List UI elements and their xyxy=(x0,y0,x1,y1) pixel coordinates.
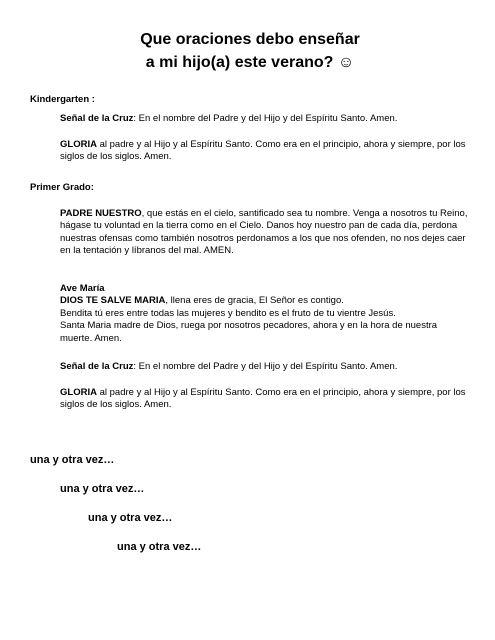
prayer-senal-de-la-cruz-primer: Señal de la Cruz: En el nombre del Padre y del Hijo y del Espíritu Santo. Amen. xyxy=(60,361,398,372)
heading-kindergarten: Kindergarten : xyxy=(30,94,95,105)
repeat-line-2: una y otra vez… xyxy=(60,483,145,495)
prayer-gloria-primer: GLORIA al padre y al Hijo y al Espíritu Santo. Como era en el principio, ahora y siempre, por los siglos de los siglos. Amen. xyxy=(60,387,466,411)
repeat-line-3: una y otra vez… xyxy=(88,512,173,524)
prayer-gloria-kinder: GLORIA al padre y al Hijo y al Espíritu Santo. Como era en el principio, ahora y siempre, por los siglos de los siglos. Amen. xyxy=(60,139,466,163)
ave-maria-line-3: Santa Maria madre de Dios, ruega por nosotros pecadores, ahora y en la hora de nuestra muerte. Amen. xyxy=(60,320,438,344)
repeat-line-1: una y otra vez… xyxy=(30,454,115,466)
document-title-line-1: Que oraciones debo enseñar xyxy=(140,31,360,48)
smiley-icon: ☺ xyxy=(337,54,355,71)
prayer-padre-nuestro: PADRE NUESTRO, que estás en el cielo, santificado sea tu nombre. Venga a nosotros tu Reino, hágase tu voluntad en la tierra como en el Cielo. Danos hoy nuestro pan de cada día, perdona nuestras ofensas como también nosotros perdonamos a los que nos ofenden, no nos dejes caer en la tentación y líbranos del mal. AMEN. xyxy=(60,208,468,257)
prayer-ave-maria xyxy=(60,283,470,345)
heading-primer-grado: Primer Grado: xyxy=(30,182,94,193)
repeat-line-4: una y otra vez… xyxy=(117,541,202,553)
prayer-senal-de-la-cruz-kinder: Señal de la Cruz: En el nombre del Padre y del Hijo y del Espíritu Santo. Amen. xyxy=(60,113,398,124)
ave-maria-title: Ave María xyxy=(60,283,105,294)
document-title-line-2: a mi hijo(a) este verano? ☺ xyxy=(120,52,380,74)
ave-maria-line-2: Bendita tú eres entre todas las mujeres y bendito es el fruto de tu vientre Jesús. xyxy=(60,307,396,319)
ave-maria-line-1: DIOS TE SALVE MARIA, llena eres de gracia, El Señor es contigo. xyxy=(60,295,344,307)
